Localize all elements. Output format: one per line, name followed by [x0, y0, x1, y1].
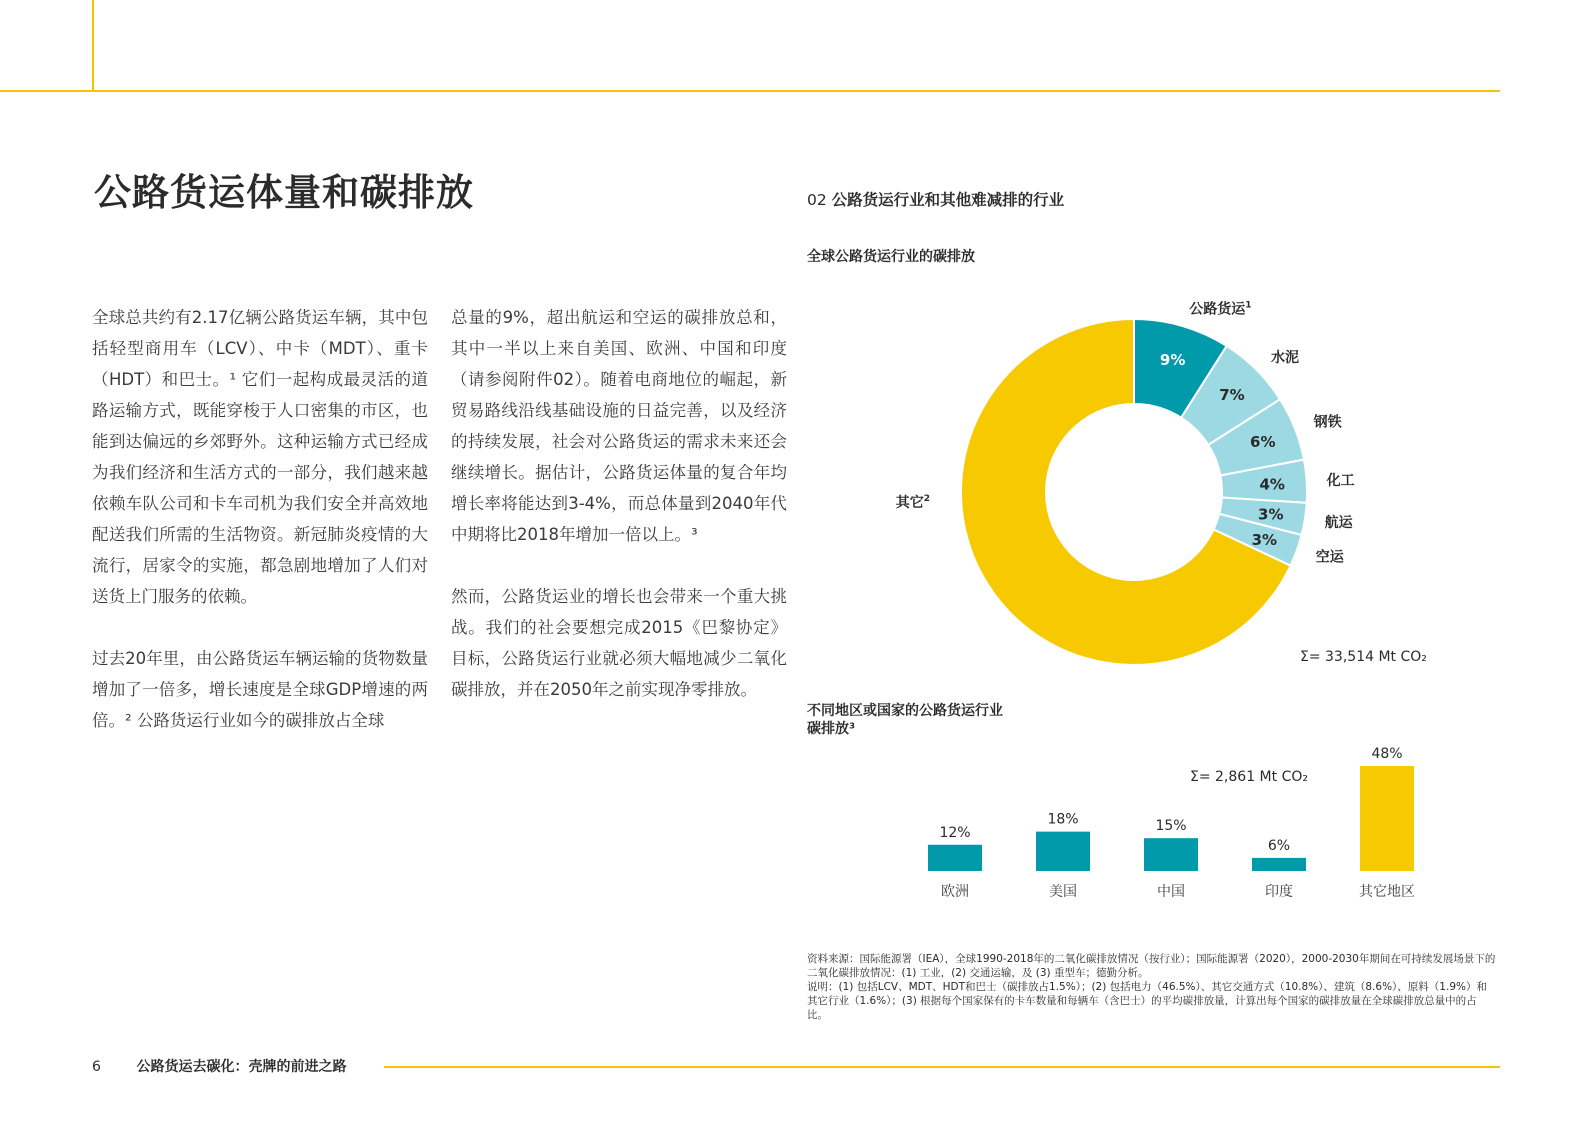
donut-category-label: 其它$^2$	[895, 494, 930, 511]
paragraph: 过去20年里，由公路货运车辆运输的货物数量增加了一倍多，增长速度是全球GDP增速的两倍。² 公路货运行业如今的碳排放占全球	[92, 649, 428, 730]
page-title: 公路货运体量和碳排放	[94, 171, 474, 214]
bar-value-label: 6%	[1267, 837, 1291, 854]
donut-category-label: 钢铁	[1313, 414, 1342, 431]
donut-category-label: 空运	[1315, 549, 1344, 566]
bar-category-label: 欧洲	[941, 884, 969, 900]
paragraph: 全球总共约有2.17亿辆公路货运车辆，其中包括轻型商用车（LCV）、中卡（MDT）、重卡（HDT）和巴士。¹ 它们一起构成最灵活的道路运输方式，既能穿梭于人口密集的市区，也能到达偏远的乡郊野外。这种运输方式已经成为我们经济和生活方式的一部分，我们越来越依赖车队公司和卡车司机为我们安全并高效地配送我们所需的生活物资。新冠肺炎疫情的大流行，居家令的实施，都急剧地增加了人们对送货上门服务的依赖。	[92, 308, 428, 606]
bar-chart	[900, 745, 1420, 915]
donut-value-label: 3%	[1251, 530, 1278, 549]
top-rule	[0, 90, 1500, 92]
donut-value-label: 3%	[1258, 505, 1284, 524]
donut-total-label: Σ= 33,514 Mt CO₂	[1300, 649, 1427, 665]
donut-category-label: 水泥	[1271, 349, 1300, 366]
top-vertical-rule	[92, 0, 94, 92]
bar	[1036, 832, 1090, 871]
footnote-mark: 1	[1245, 300, 1252, 311]
bar-category-label: 其它地区	[1359, 884, 1415, 900]
bar-chart-title-line2: 碳排放³	[807, 721, 856, 737]
bar-category-label: 中国	[1157, 884, 1185, 900]
paragraph: 总量的9%，超出航运和空运的碳排放总和，其中一半以上来自美国、欧洲、中国和印度（请参阅附件02）。随着电商地位的崛起，新贸易路线沿线基础设施的日益完善，以及经济的持续发展，社会对公路货运的需求未来还会继续增长。据估计，公路货运体量的复合年均增长率将能达到3-4%，而总体量到2040年代中期将比2018年增加一倍以上。³	[451, 308, 787, 544]
bar	[928, 845, 982, 871]
donut-value-label: 7%	[1219, 386, 1245, 405]
bar-value-label: 15%	[1155, 818, 1187, 835]
bar	[1360, 766, 1414, 871]
footer-rule	[384, 1066, 1500, 1068]
figure-number: 02	[807, 191, 827, 209]
donut-category-label: 公路货运$^1$	[1189, 300, 1252, 318]
figure-title-text: 公路货运行业和其他难减排的行业	[831, 191, 1065, 209]
bar-value-label: 12%	[939, 824, 971, 841]
figure-title	[807, 188, 1064, 210]
bar-chart-title-line1: 不同地区或国家的公路货运行业	[807, 703, 1003, 719]
source-text: 资料来源：国际能源署（IEA），全球1990-2018年的二氧化碳排放情况（按行业）；国际能源署（2020），2000-2030年期间在可持续发展场景下的二氧化碳排放情况：(1) 工业，(2) 交通运输，及 (3) 重型车；德勤分析。	[807, 953, 1496, 979]
bar-category-label: 美国	[1049, 884, 1077, 900]
bar-chart-title	[807, 702, 1047, 738]
bar-value-label: 48%	[1371, 746, 1403, 762]
donut-value-label: 4%	[1259, 475, 1285, 494]
footer	[92, 1056, 346, 1076]
footnote-mark: 2	[923, 494, 930, 504]
body-column-left	[92, 302, 428, 767]
bar-category-label: 印度	[1265, 884, 1293, 900]
footer-title: 公路货运去碳化：壳牌的前进之路	[136, 1059, 347, 1075]
donut-title: 全球公路货运行业的碳排放	[807, 249, 975, 265]
donut-value-label: 6%	[1250, 433, 1276, 452]
bar-total-label: Σ= 2,861 Mt CO₂	[1190, 769, 1308, 785]
body-column-right	[451, 302, 787, 736]
bar	[1252, 858, 1306, 871]
paragraph: 然而，公路货运业的增长也会带来一个重大挑战。我们的社会要想完成2015《巴黎协定》目标，公路货运行业就必须大幅地减少二氧化碳排放，并在2050年之前实现净零排放。	[451, 587, 787, 699]
donut-value-label: 9%	[1159, 350, 1186, 369]
page-number: 6	[92, 1059, 101, 1075]
source-notes	[807, 952, 1497, 1022]
donut-category-label: 航运	[1324, 514, 1353, 531]
notes-text: 说明：(1) 包括LCV、MDT、HDT和巴士（碳排放占1.5%）；(2) 包括电力（46.5%）、其它交通方式（10.8%）、建筑（8.6%）、原料（1.9%）和其它行业（1.6%）；(3) 根据每个国家保有的卡车数量和每辆车（含巴士）的平均碳排放量，计算出每个国家的碳排放量在全球碳排放总量中的占比。	[807, 981, 1487, 1021]
bar	[1144, 838, 1198, 871]
donut-category-label: 化工	[1326, 473, 1355, 490]
bar-value-label: 18%	[1047, 811, 1079, 828]
donut-chart	[895, 290, 1460, 690]
